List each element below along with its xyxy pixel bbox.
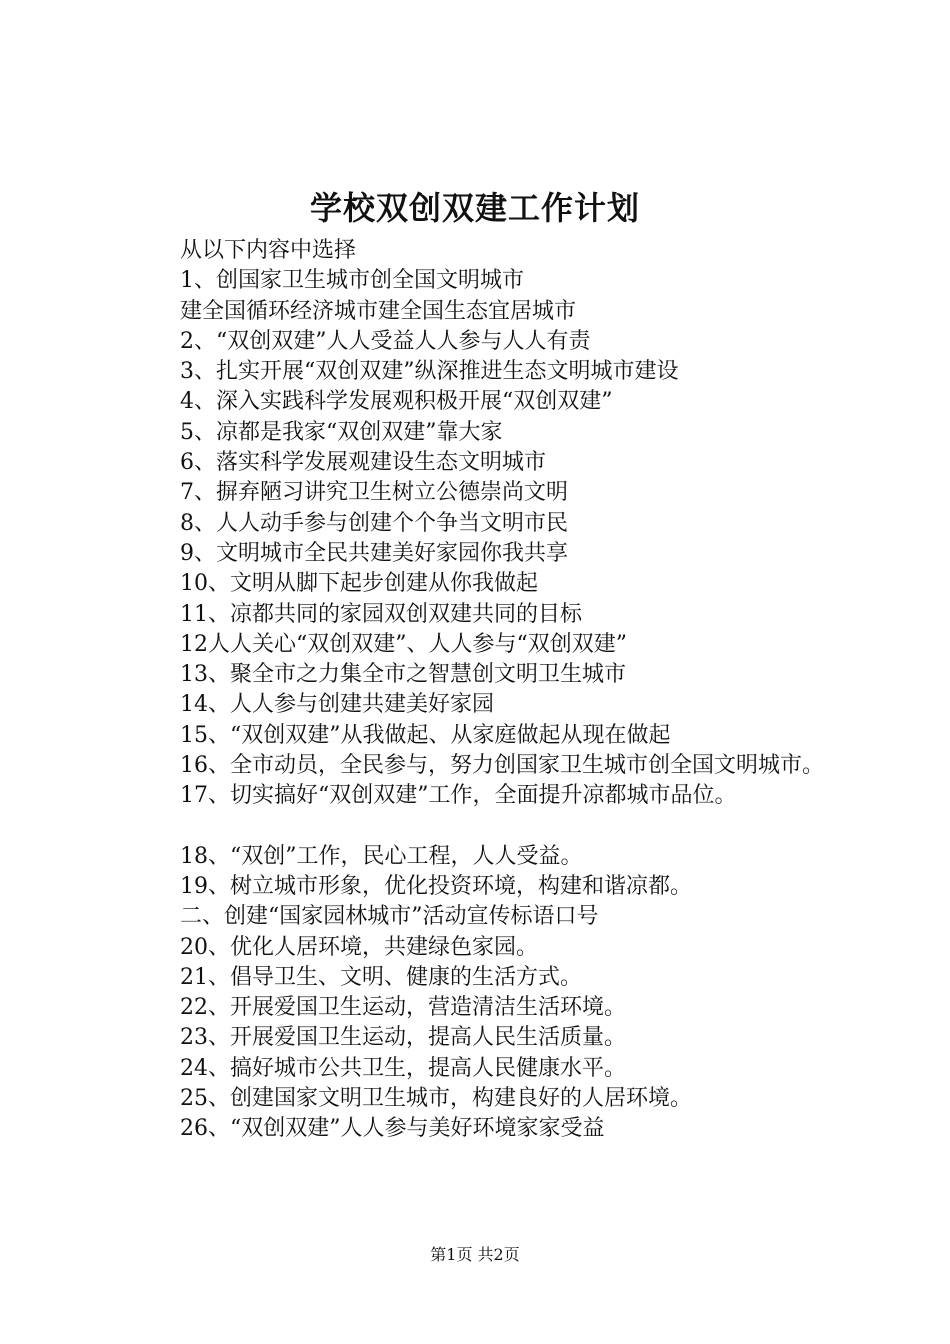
text-line: 6、落实科学发展观建设生态文明城市: [180, 450, 546, 476]
text-line: 5、凉都是我家“双创双建”靠大家: [180, 419, 503, 445]
document-body: [130, 236, 855, 1145]
section-heading: 二、创建“国家园林城市”活动宣传标语口号: [180, 904, 599, 930]
text-line: 17、切实搞好“双创双建”工作，全面提升凉都城市品位。: [180, 783, 737, 809]
text-line: 26、“双创双建”人人参与美好环境家家受益: [180, 1116, 605, 1142]
text-line: 21、倡导卫生、文明、健康的生活方式。: [180, 964, 582, 990]
text-line: 2、“双创双建”人人受益人人参与人人有责: [180, 328, 591, 354]
text-line: 1、创国家卫生城市创全国文明城市: [180, 268, 524, 294]
text-line: 4、深入实践科学发展观积极开展“双创双建”: [180, 389, 613, 415]
text-line: 7、摒弃陋习讲究卫生树立公德崇尚文明: [180, 480, 568, 506]
text-line: 14、人人参与创建共建美好家园: [180, 692, 494, 718]
text-line: 24、搞好城市公共卫生，提高人民健康水平。: [180, 1055, 626, 1081]
text-line: 23、开展爱国卫生运动，提高人民生活质量。: [180, 1025, 626, 1051]
text-line: 16、全市动员，全民参与，努力创国家卫生城市创全国文明城市。: [180, 753, 824, 779]
text-line: 20、优化人居环境，共建绿色家园。: [180, 934, 538, 960]
text-line: 从以下内容中选择: [180, 238, 357, 263]
text-line: 25、创建国家文明卫生城市，构建良好的人居环境。: [180, 1086, 692, 1112]
text-line: 13、聚全市之力集全市之智慧创文明卫生城市: [180, 662, 626, 688]
text-line: 19、树立城市形象，优化投资环境，构建和谐凉都。: [180, 873, 692, 899]
text-line: 9、文明城市全民共建美好家园你我共享: [180, 540, 568, 566]
document-title: 学校双创双建工作计划: [309, 189, 640, 227]
text-line: 18、“双创”工作，民心工程，人人受益。: [180, 843, 583, 869]
text-line: 11、凉都共同的家园双创双建共同的目标: [180, 601, 582, 627]
page-number: 第1页 共2页: [430, 1245, 520, 1264]
text-line: 22、开展爱国卫生运动，营造清洁生活环境。: [180, 995, 626, 1021]
text-line: 10、文明从脚下起步创建从你我做起: [180, 571, 538, 597]
text-line: 15、“双创双建”从我做起、从家庭做起从现在做起: [180, 722, 671, 748]
text-line: 3、扎实开展“双创双建”纵深推进生态文明城市建设: [180, 359, 679, 385]
text-line: 建全国循环经济城市建全国生态宜居城市: [180, 298, 577, 324]
text-line: 12人人关心“双创双建”、人人参与“双创双建”: [180, 631, 627, 657]
text-line: 8、人人动手参与创建个个争当文明市民: [180, 510, 568, 536]
